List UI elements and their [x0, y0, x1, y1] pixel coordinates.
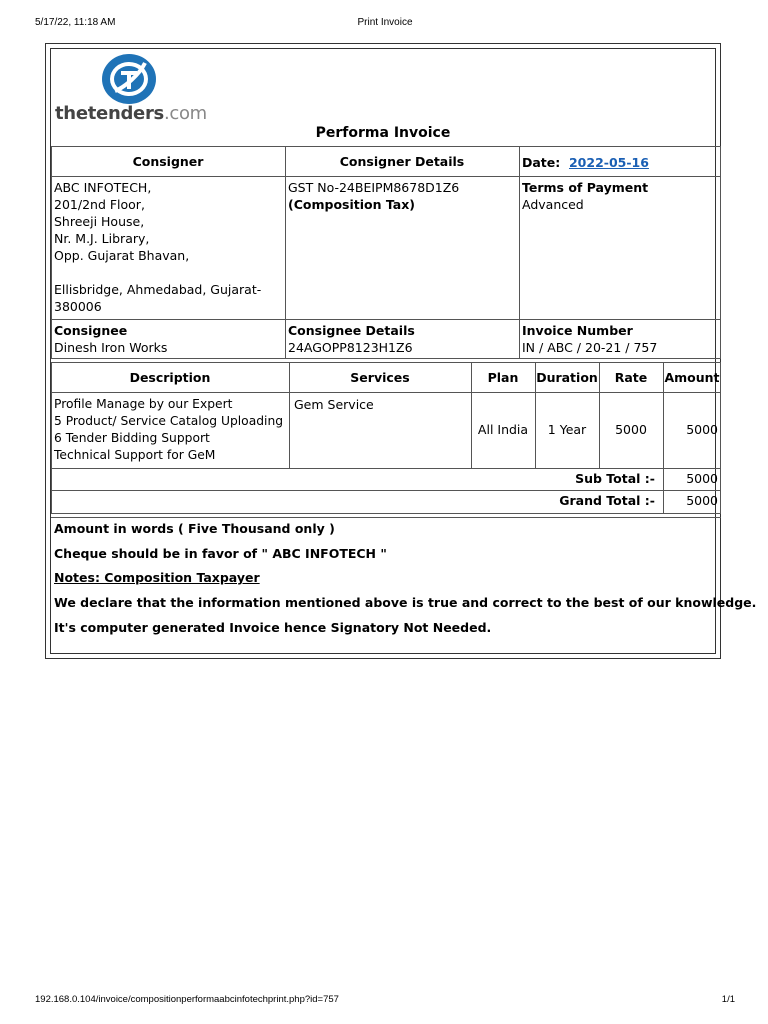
- date-field: [522, 154, 649, 171]
- invoice-title: Performa Invoice: [315, 125, 451, 141]
- address-line: 201/2nd Floor,: [54, 197, 145, 212]
- item-amount: 5000: [686, 422, 718, 437]
- col-services: Services: [350, 370, 410, 385]
- item-rate: 5000: [615, 422, 647, 437]
- col-description: Description: [129, 370, 211, 385]
- declaration: We declare that the information mentioned above is true and correct to the best of our knowledge.: [54, 595, 757, 610]
- date-value[interactable]: 2022-05-16: [568, 155, 649, 170]
- print-title: Print Invoice: [357, 17, 413, 28]
- address-line: Nr. M.J. Library,: [54, 231, 150, 246]
- consigner-address: [54, 179, 282, 315]
- description-line: 6 Tender Bidding Support: [54, 431, 210, 445]
- date-label: Date:: [522, 155, 561, 170]
- address-line: 380006: [54, 299, 102, 314]
- grand-total-value: 5000: [686, 493, 718, 508]
- divider: [51, 176, 721, 177]
- address-line: Ellisbridge, Ahmedabad, Gujarat-: [54, 282, 262, 297]
- grand-total-label: Grand Total :-: [559, 493, 655, 508]
- print-datetime: 5/17/22, 11:18 AM: [35, 17, 116, 28]
- item-description: [54, 396, 288, 464]
- consignee-details-value: 24AGOPP8123H1Z6: [288, 340, 413, 355]
- item-service: Gem Service: [294, 397, 374, 412]
- divider: [519, 146, 520, 359]
- gst-number: GST No-24BEIPM8678D1Z6: [288, 180, 460, 195]
- consigner-header: Consigner: [132, 154, 204, 169]
- company-logo: [55, 51, 215, 127]
- amount-in-words: Amount in words ( Five Thousand only ): [54, 521, 335, 536]
- consignee-value: Dinesh Iron Works: [54, 340, 168, 355]
- address-line-blank: [54, 264, 282, 281]
- invoice-outer-frame: [45, 43, 757, 659]
- description-line: 5 Product/ Service Catalog Uploading: [54, 414, 284, 428]
- consignee: [54, 322, 282, 356]
- logo-globe-icon: [99, 51, 159, 107]
- terms-label: Terms of Payment: [522, 180, 649, 195]
- invoice-number-label: Invoice Number: [522, 323, 633, 338]
- print-footer: [35, 994, 735, 1008]
- item-plan: All India: [477, 422, 529, 437]
- computer-generated-note: It's computer generated Invoice hence Signatory Not Needed.: [54, 620, 492, 635]
- sub-total-label: Sub Total :-: [575, 471, 655, 486]
- print-page-number: 1/1: [721, 994, 735, 1005]
- consigner-details: [288, 179, 516, 213]
- col-rate: Rate: [614, 370, 648, 385]
- divider: [51, 490, 721, 491]
- consigner-details-header: Consigner Details: [339, 154, 465, 169]
- logo-wordmark: thetenders.com: [55, 103, 207, 124]
- divider: [51, 392, 721, 393]
- divider: [285, 146, 286, 359]
- terms-of-payment: [522, 179, 718, 213]
- cheque-note: Cheque should be in favor of " ABC INFOTECH ": [54, 546, 387, 561]
- print-header: [35, 17, 735, 31]
- divider: [51, 319, 721, 320]
- divider: [51, 517, 721, 518]
- col-amount: Amount: [664, 370, 720, 385]
- notes-heading: Notes: Composition Taxpayer: [54, 570, 260, 585]
- sub-total-value: 5000: [686, 471, 718, 486]
- tax-type: (Composition Tax): [288, 197, 415, 212]
- invoice-number: [522, 322, 718, 356]
- address-line: Opp. Gujarat Bhavan,: [54, 248, 190, 263]
- invoice-inner-frame: [50, 48, 757, 654]
- invoice-number-value: IN / ABC / 20-21 / 757: [522, 340, 658, 355]
- address-line: Shreeji House,: [54, 214, 145, 229]
- description-line: Profile Manage by our Expert: [54, 397, 233, 411]
- terms-value: Advanced: [522, 197, 584, 212]
- divider: [51, 468, 721, 469]
- print-url: 192.168.0.104/invoice/compositionperformaabcinfotechprint.php?id=757: [35, 994, 339, 1005]
- col-duration: Duration: [536, 370, 598, 385]
- consignee-details-label: Consignee Details: [288, 323, 415, 338]
- consignee-details: [288, 322, 516, 356]
- item-duration: 1 Year: [547, 422, 587, 437]
- description-line: Technical Support for GeM: [54, 448, 216, 462]
- consignee-label: Consignee: [54, 323, 128, 338]
- col-plan: Plan: [487, 370, 519, 385]
- address-line: ABC INFOTECH,: [54, 180, 152, 195]
